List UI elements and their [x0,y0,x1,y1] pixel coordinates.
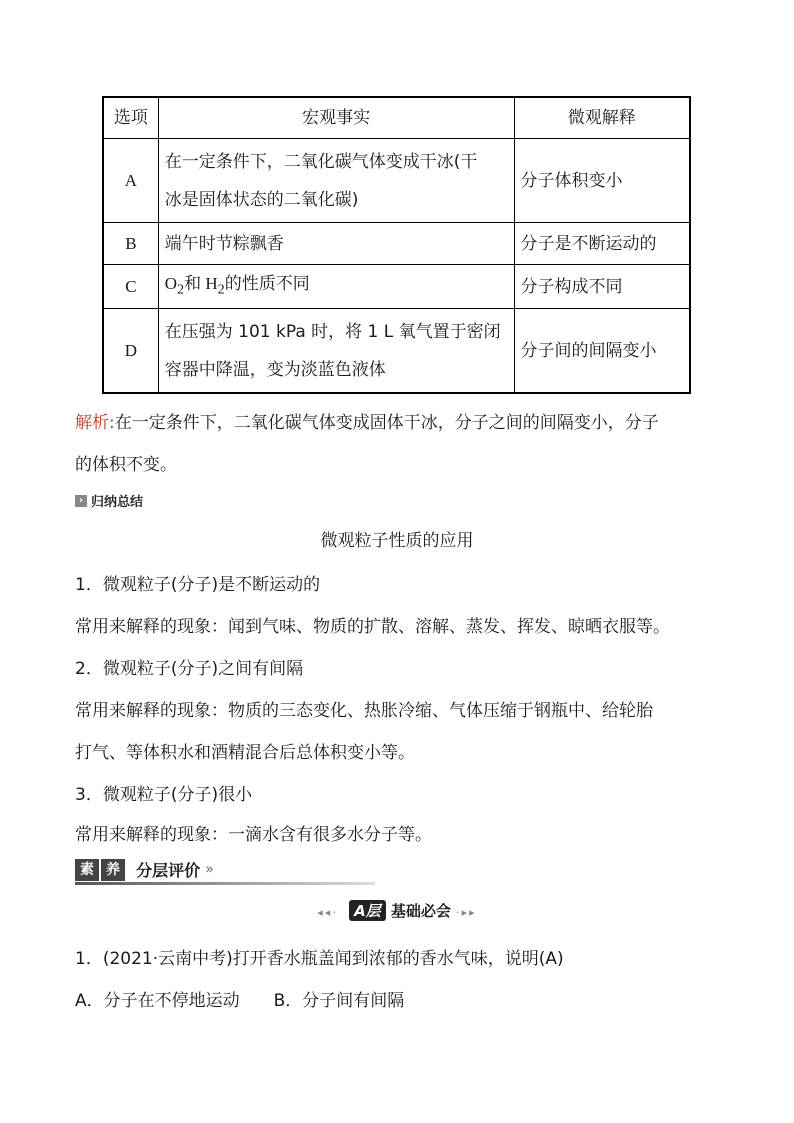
explanation-cell: 分子是不断运动的 [514,223,690,265]
fact-line: 在压强为 101 kPa 时，将 1 L 氧气置于密闭 [164,321,501,342]
summary-heading: 3．微观粒子(分子)很小 [75,785,253,805]
banner-text: 分层评价 [136,861,201,880]
analysis-label: 解析: [75,413,115,433]
analysis-text: 在一定条件下，二氧化碳气体变成固体干冰，分子之间的间隔变小，分子 [114,413,659,433]
fact-rest: 的性质不同 [224,274,310,294]
fact-line: 冰是固体状态的二氧化碳) [164,189,359,210]
explanation-cell: 分子间的间隔变小 [514,309,690,393]
summary-tag-label: 归纳总结 [91,495,144,510]
chevron-right-icon: › [75,495,87,507]
analysis-line: 的体积不变。 [75,455,177,475]
section-banner [75,858,375,884]
explanation-cell: 分子构成不同 [514,265,690,309]
fact-cell [158,309,514,393]
summary-text: 常用来解释的现象：一滴水含有很多水分子等。 [75,825,432,845]
fact-line: 容器中降温，变为淡蓝色液体 [164,359,386,380]
summary-tag [75,491,143,510]
banner-rule [75,882,375,885]
table-row [103,223,690,265]
option-label: D [103,309,158,393]
formula-and: 和 H [184,274,218,293]
banner-box: 素 [75,859,99,881]
summary-heading: 1．微观粒子(分子)是不断运动的 [75,575,321,595]
double-chevron-icon: » [205,861,214,878]
table-row [103,139,690,223]
header-fact: 宏观事实 [158,97,514,139]
summary-text: 常用来解释的现象：物质的三态变化、热胀冷缩、气体压缩于钢瓶中、给轮胎 [75,701,653,721]
option-label: A [103,139,158,223]
header-explanation: 微观解释 [514,97,690,139]
header-option: 选项 [103,97,158,139]
summary-heading: 2．微观粒子(分子)之间有间隔 [75,659,304,679]
table-header-row [103,97,690,139]
fact-cell [158,265,514,309]
question-options: A．分子在不停地运动 B．分子间有间隔 [75,991,405,1011]
summary-title: 微观粒子性质的应用 [320,531,474,551]
table-row [103,309,690,393]
fact-cell: 端午时节粽飘香 [158,223,514,265]
right-arrows-icon: ·▸▸ [456,906,477,919]
level-text: 基础必会 [390,902,451,920]
formula-sub: 2 [177,281,185,298]
option-label: B [103,223,158,265]
table-row [103,265,690,309]
analysis-block [75,402,725,486]
left-arrows-icon: ◂◂· [317,906,338,919]
options-table [102,96,691,394]
formula-sub: 2 [217,281,225,298]
formula-o: O [164,274,178,293]
explanation-cell: 分子体积变小 [514,139,690,223]
level-badge: A层 [349,900,386,921]
level-heading [0,900,794,921]
analysis-line [75,402,725,444]
summary-text: 常用来解释的现象：闻到气味、物质的扩散、溶解、蒸发、挥发、晾晒衣服等。 [75,617,670,637]
fact-line: 在一定条件下，二氧化碳气体变成干冰(干 [164,151,478,172]
banner-box: 养 [101,859,125,881]
option-label: C [103,265,158,309]
fact-cell [158,139,514,223]
question-stem: 1．(2021·云南中考)打开香水瓶盖闻到浓郁的香水气味，说明(A) [75,949,564,969]
summary-text: 打气、等体积水和酒精混合后总体积变小等。 [75,743,415,763]
